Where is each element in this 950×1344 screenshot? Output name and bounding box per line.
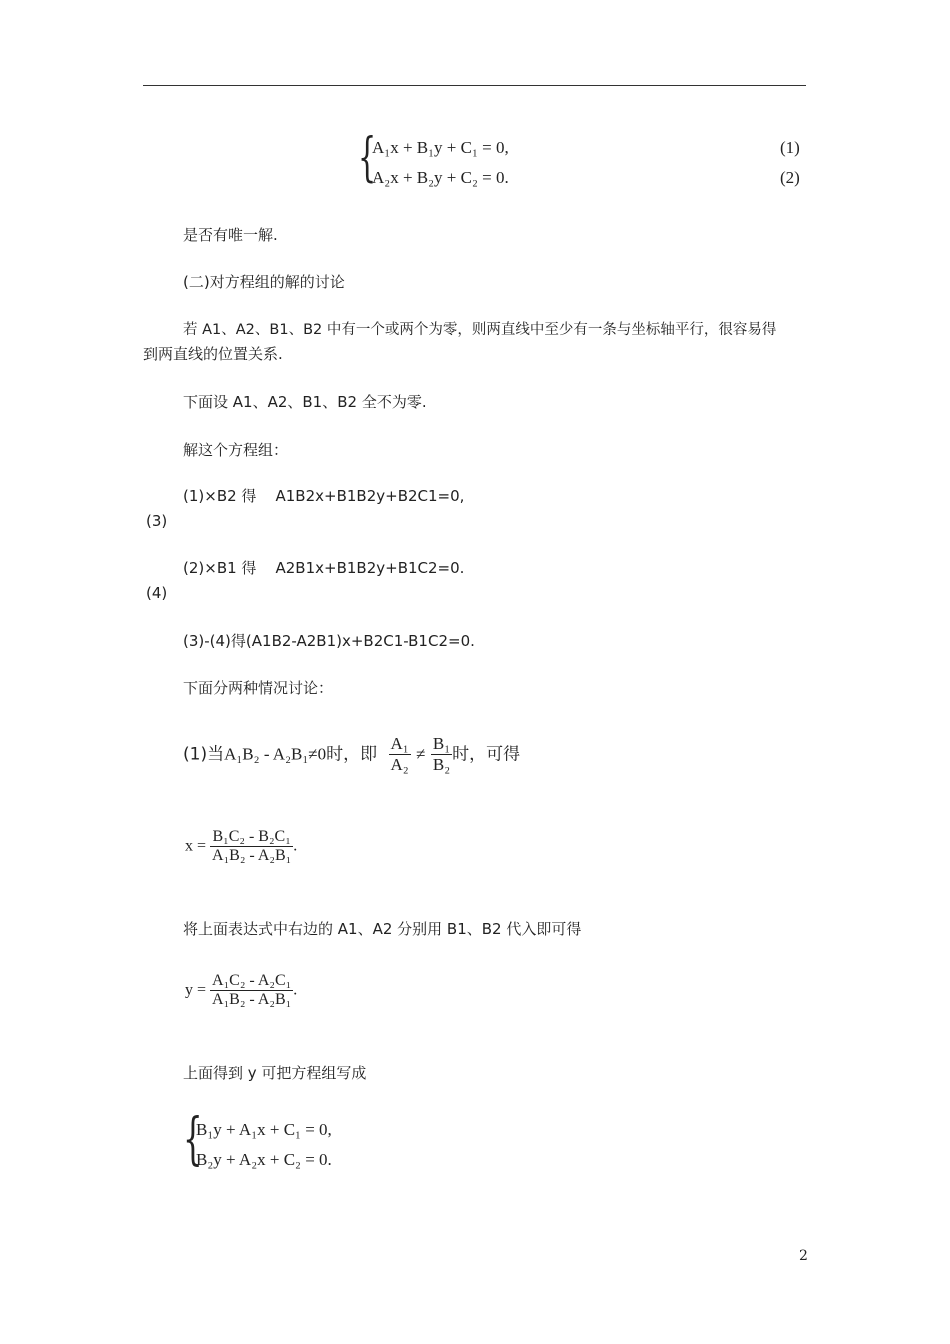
paragraph-unique-solution: 是否有唯一解.: [183, 226, 278, 244]
paragraph-zero-coefficients-line1: 若 A1、A2、B1、B2 中有一个或两个为零，则两直线中至少有一条与坐标轴平行，很容易得: [183, 322, 777, 338]
step-label-4: (4): [146, 584, 168, 602]
y-formula-fraction: [210, 972, 293, 1009]
fraction-a1-a2: [389, 734, 411, 775]
fraction-b1-b2: [431, 734, 452, 775]
system-brace-1: {: [358, 128, 377, 188]
y-formula-denominator: A₁B₂ - A₂B₁: [212, 991, 292, 1008]
system-brace-2: {: [183, 1107, 203, 1172]
equation-2-label: (2): [780, 168, 800, 187]
x-formula-fraction: [210, 828, 293, 865]
case-1-suffix: 时，可得: [452, 744, 521, 765]
paragraph-nonzero-assumption: 下面设 A1、A2、B1、B2 全不为零.: [183, 393, 427, 411]
x-formula-period: .: [293, 837, 298, 855]
x-formula: [185, 828, 297, 865]
paragraph-substitute: 将上面表达式中右边的 A1、A2 分别用 B1、B2 代入即可得: [183, 920, 582, 938]
fraction-a-denominator: A₂: [390, 755, 409, 774]
equation-2: A₂x + B₂y + C₂ = 0.: [372, 168, 509, 187]
y-formula-period: .: [293, 981, 298, 999]
x-formula-denominator: A₁B₂ - A₂B₁: [212, 847, 292, 864]
equation-system-2-line1: B₁y + A₁x + C₁ = 0,: [196, 1120, 332, 1139]
fraction-a-numerator: A₁: [390, 734, 409, 753]
section-heading-discussion: (二)对方程组的解的讨论: [183, 273, 345, 291]
page-number: 2: [799, 1248, 808, 1264]
step-subtract: (3)-(4)得(A1B2-A2B1)x+B2C1-B1C2=0.: [183, 632, 475, 650]
x-formula-numerator: B₁C₂ - B₂C₁: [212, 828, 291, 845]
step-multiply-b2: (1)×B2 得 A1B2x+B1B2y+B2C1=0,: [183, 487, 465, 505]
case-1-condition: [183, 734, 520, 775]
case-1-inequality: A₁B₂ - A₂B₁≠0时，即: [224, 744, 378, 764]
y-formula-lhs: y =: [185, 981, 207, 999]
x-formula-lhs: x =: [185, 837, 207, 855]
fraction-b-numerator: B₁: [432, 734, 451, 753]
paragraph-rewrite-system: 上面得到 y 可把方程组写成: [183, 1064, 367, 1082]
header-rule: [143, 85, 806, 86]
y-formula: [185, 972, 297, 1009]
step-multiply-b1: (2)×B1 得 A2B1x+B1B2y+B1C2=0.: [183, 559, 465, 577]
step-label-3: (3): [146, 512, 168, 530]
paragraph-zero-coefficients-line2: 到两直线的位置关系.: [143, 345, 283, 363]
equation-1-label: (1): [780, 138, 800, 157]
paragraph-solve-system: 解这个方程组：: [183, 441, 289, 459]
case-1-prefix: (1)当: [183, 744, 225, 765]
not-equal-sign: ≠: [416, 744, 426, 764]
fraction-b-denominator: B₂: [432, 755, 451, 774]
equation-system-2-line2: B₂y + A₂x + C₂ = 0.: [196, 1150, 332, 1169]
equation-1: A₁x + B₁y + C₁ = 0,: [372, 138, 509, 157]
y-formula-numerator: A₁C₂ - A₂C₁: [212, 972, 292, 989]
paragraph-two-cases: 下面分两种情况讨论：: [183, 679, 334, 697]
